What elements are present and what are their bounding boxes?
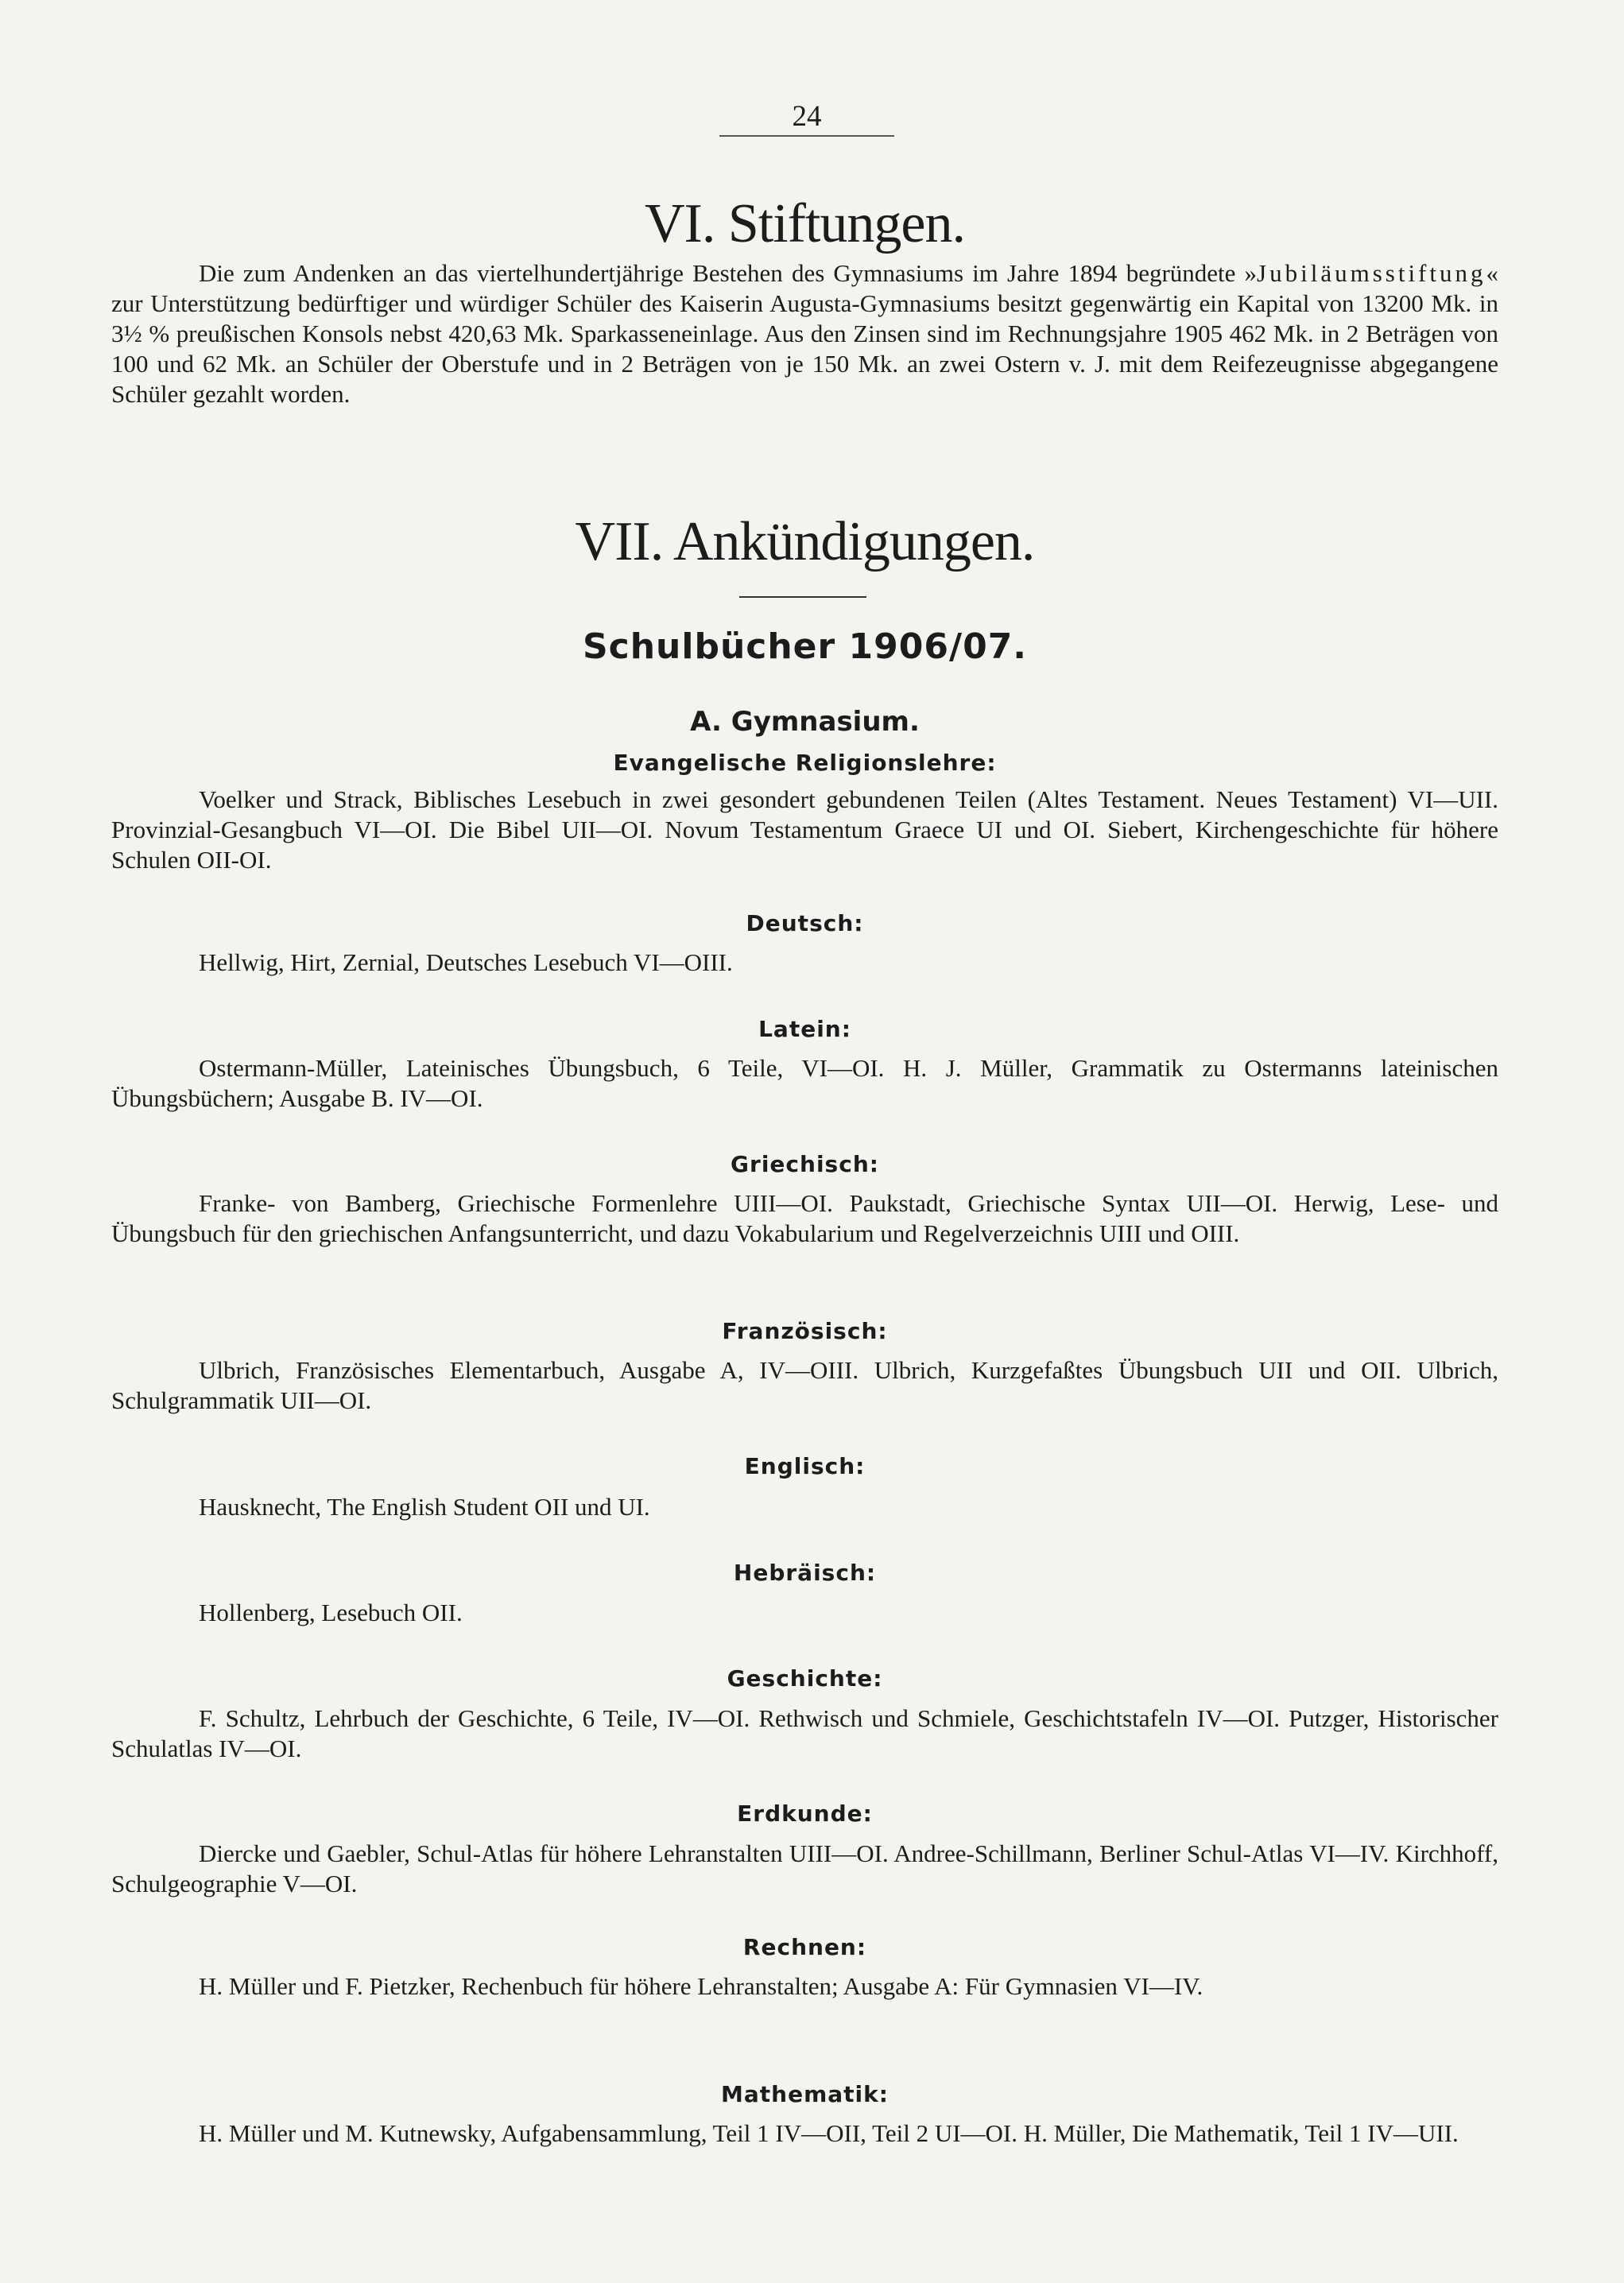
- subject-text: Hellwig, Hirt, Zernial, Deutsches Lesebuch VI—OIII.: [199, 948, 733, 976]
- subject-heading: Erdkunde:: [737, 1800, 873, 1827]
- subject-heading: Geschichte:: [727, 1665, 883, 1692]
- stiftung-text: Die zum Andenken an das viertelhundertjährige Bestehen des Gymnasiums im Jahre 1894 begründete »Jubiläumsstiftung« zur Unterstützung bedürftiger und würdiger Schüler des Kaiserin Augusta-Gymnasiums besitzt gegenwärtig ein Kapital von 13200 Mk. in 3½ % preußischen Konsols nebst 420,63 Mk. Sparkasseneinlage. Aus den Zinsen sind im Rechnungsjahre 1905 462 Mk. in 2 Beträgen von 100 und 62 Mk. an Schüler der Oberstufe und in 2 Beträgen von je 150 Mk. an zwei Ostern v. J. mit dem Reifezeugnisse abgegangene Schüler gezahlt worden.: [111, 259, 1498, 408]
- subject-heading: Französisch:: [722, 1318, 888, 1344]
- divider: [739, 596, 866, 598]
- subject-text: Diercke und Gaebler, Schul-Atlas für höhere Lehranstalten UIII—OI. Andree-Schillmann, Berliner Schul-Atlas VI—IV. Kirchhoff, Schulgeographie V—OI.: [111, 1839, 1498, 1897]
- subject-heading: Evangelische Religionslehre:: [613, 750, 997, 776]
- subject-text: Hausknecht, The English Student OII und UI.: [199, 1493, 650, 1521]
- subject-text: Ulbrich, Französisches Elementarbuch, Ausgabe A, IV—OIII. Ulbrich, Kurzgefaßtes Übungsbuch UII und OII. Ulbrich, Schulgrammatik UII—OI.: [111, 1356, 1498, 1414]
- subject-heading: Rechnen:: [742, 1934, 867, 1960]
- subject-text: H. Müller und M. Kutnewsky, Aufgabensammlung, Teil 1 IV—OII, Teil 2 UI—OI. H. Müller, Die Mathematik, Teil 1 IV—UII.: [199, 2119, 1459, 2147]
- gymnasium-heading: A. Gymnasium.: [690, 706, 920, 738]
- subject-heading: Englisch:: [744, 1453, 866, 1479]
- subject-text: Franke- von Bamberg, Griechische Formenlehre UIII—OI. Paukstadt, Griechische Syntax UII—OI. Herwig, Lese- und Übungsbuch für den griechischen Anfangsunterricht, und dazu Vokabularium und Regelverzeichnis UIII und OIII.: [111, 1189, 1498, 1247]
- subject-heading: Deutsch:: [746, 910, 864, 936]
- section-vii-title: VII. Ankündigungen.: [575, 511, 1035, 572]
- page-number: 24: [719, 99, 894, 137]
- section-vi-title: VI. Stiftungen.: [644, 193, 966, 254]
- schulbuecher-title: Schulbücher 1906/07.: [582, 626, 1028, 667]
- subject-heading: Hebräisch:: [733, 1560, 877, 1586]
- subject-heading: Griechisch:: [731, 1151, 879, 1177]
- subject-text: F. Schultz, Lehrbuch der Geschichte, 6 Teile, IV—OI. Rethwisch und Schmiele, Geschichtstafeln IV—OI. Putzger, Historischer Schulatlas IV—OI.: [111, 1704, 1498, 1762]
- section-vi-paragraph: [111, 258, 1498, 409]
- subject-text: H. Müller und F. Pietzker, Rechenbuch für höhere Lehranstalten; Ausgabe A: Für Gymnasien VI—IV.: [199, 1972, 1203, 2000]
- subject-heading: Latein:: [758, 1016, 851, 1042]
- subject-text: Hollenberg, Lesebuch OII.: [199, 1599, 463, 1626]
- subject-text: Voelker und Strack, Biblisches Lesebuch in zwei gesondert gebundenen Teilen (Altes Testament. Neues Testament) VI—UII. Provinzial-Gesangbuch VI—OI. Die Bibel UII—OI. Novum Testamentum Graece UI und OI. Siebert, Kirchengeschichte für höhere Schulen OII-OI.: [111, 785, 1498, 874]
- subject-heading: Mathematik:: [721, 2081, 889, 2107]
- stiftung-name: Jubiläumsstiftung: [1257, 259, 1486, 287]
- subject-text: Ostermann-Müller, Lateinisches Übungsbuch, 6 Teile, VI—OI. H. J. Müller, Grammatik zu Ostermanns lateinischen Übungsbüchern; Ausgabe B. IV—OI.: [111, 1054, 1498, 1112]
